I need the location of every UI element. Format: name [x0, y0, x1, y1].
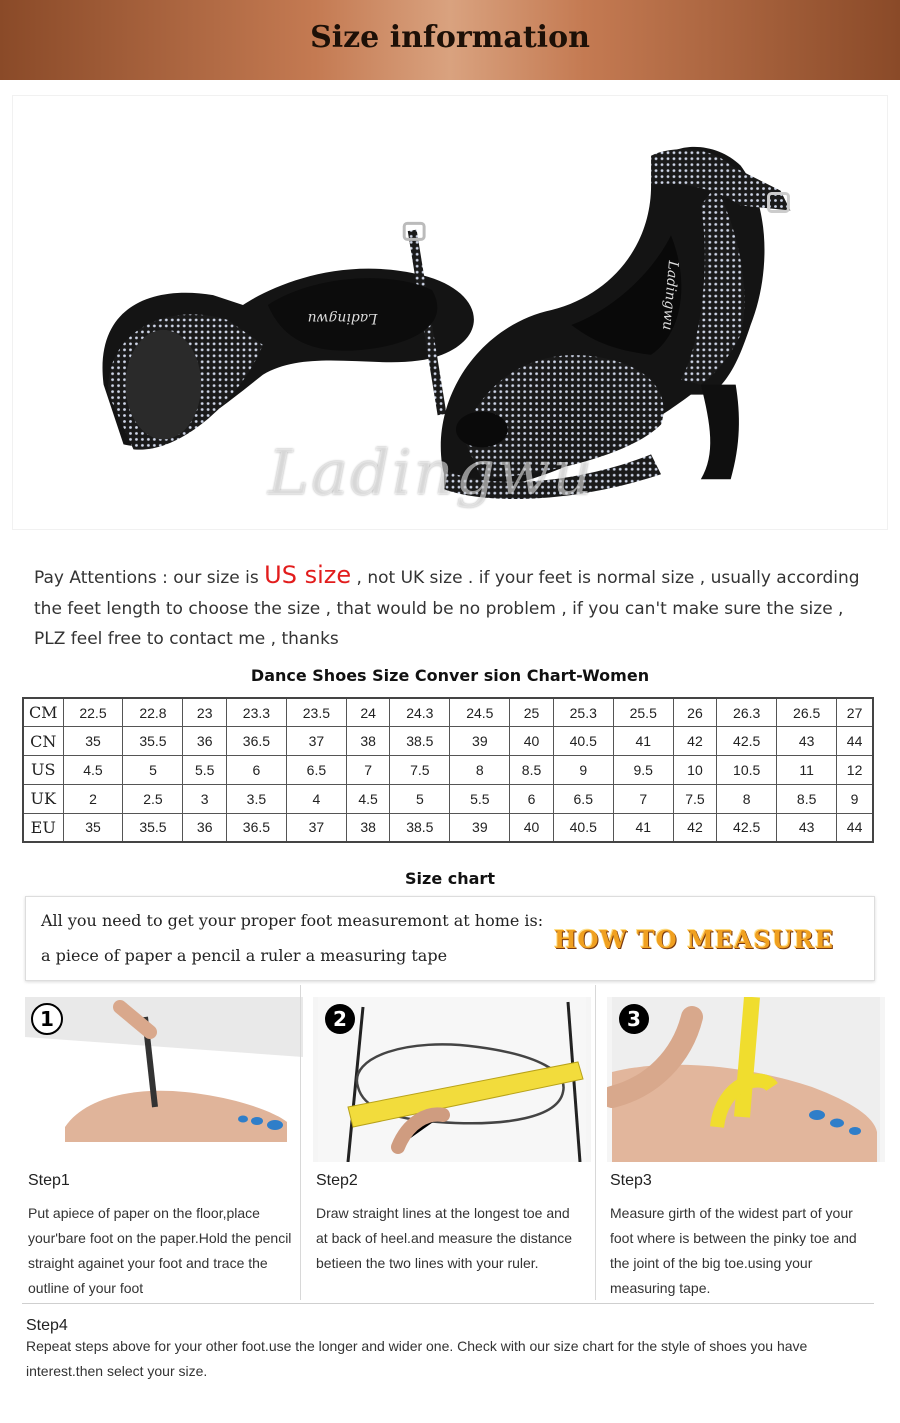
table-cell: 2: [63, 784, 123, 813]
table-cell: 9: [553, 756, 613, 785]
table-cell: 41: [613, 727, 673, 756]
table-cell: 7: [346, 756, 389, 785]
step-3-image: [607, 997, 885, 1162]
table-cell: 40.5: [553, 727, 613, 756]
table-cell: 6: [226, 756, 286, 785]
table-cell: 39: [450, 727, 510, 756]
table-cell: 10: [673, 756, 716, 785]
table-cell: 4.5: [63, 756, 123, 785]
table-cell: 7.5: [673, 784, 716, 813]
size-conversion-table: [22, 697, 874, 843]
attention-line-1: [34, 560, 884, 594]
attention-prefix: Pay Attentions : our size is: [34, 568, 265, 588]
step-2-number: 2: [333, 1007, 347, 1031]
table-cell: 8: [450, 756, 510, 785]
page-title: Size information: [310, 20, 590, 55]
table-cell: 22.8: [123, 698, 183, 727]
table-cell: 36: [183, 813, 226, 842]
table-cell: 2.5: [123, 784, 183, 813]
table-cell: 25.5: [613, 698, 673, 727]
table-cell: 9: [837, 784, 873, 813]
table-cell: 35: [63, 727, 123, 756]
step-3-text: Measure girth of the widest part of your foot where is between the pinky toe and the joint of the big toe.using your measuring tape.: [610, 1205, 857, 1296]
table-cell: 42.5: [717, 727, 777, 756]
row-header: UK: [23, 784, 63, 813]
step-2-text: Draw straight lines at the longest toe and at back of heel.and measure the distance betieen the two lines with your ruler.: [316, 1205, 573, 1271]
tape-girth-icon: [607, 997, 885, 1162]
table-cell: 44: [837, 813, 873, 842]
table-cell: 43: [777, 813, 837, 842]
table-cell: 22.5: [63, 698, 123, 727]
size-chart-label: Size chart: [405, 869, 495, 888]
table-cell: 27: [837, 698, 873, 727]
right-insole-brand: Ladingwu: [658, 260, 681, 331]
table-cell: 37: [286, 727, 346, 756]
step-3-number: 3: [627, 1007, 641, 1031]
table-cell: 3: [183, 784, 226, 813]
table-row: [23, 784, 873, 813]
table-cell: 38.5: [390, 813, 450, 842]
measure-intro-line-1: All you need to get your proper foot measuremont at home is:: [41, 911, 544, 930]
table-cell: 8.5: [510, 756, 553, 785]
table-cell: 4: [286, 784, 346, 813]
us-size-highlight: US size: [264, 561, 352, 589]
row-header: EU: [23, 813, 63, 842]
table-cell: 7.5: [390, 756, 450, 785]
table-cell: 6: [510, 784, 553, 813]
step-divider: [300, 985, 301, 1300]
table-cell: 26.5: [777, 698, 837, 727]
table-cell: 5: [123, 756, 183, 785]
table-cell: 36: [183, 727, 226, 756]
table-cell: 24: [346, 698, 389, 727]
attention-suffix: , not UK size . if your feet is normal size , usually according: [351, 568, 860, 588]
row-header: CM: [23, 698, 63, 727]
table-cell: 42: [673, 727, 716, 756]
table-cell: 5: [390, 784, 450, 813]
step-3-title: Step3: [610, 1172, 652, 1189]
step-1-number: 1: [40, 1007, 54, 1031]
table-cell: 11: [777, 756, 837, 785]
table-cell: 8.5: [777, 784, 837, 813]
brand-watermark: Ladingwu: [268, 436, 595, 509]
table-row: [23, 727, 873, 756]
row-header: US: [23, 756, 63, 785]
left-insole-brand: Ladingwu: [307, 309, 378, 326]
table-cell: 40: [510, 813, 553, 842]
table-cell: 10.5: [717, 756, 777, 785]
table-cell: 9.5: [613, 756, 673, 785]
table-row: [23, 813, 873, 842]
table-cell: 24.3: [390, 698, 450, 727]
ruler-measure-icon: [313, 997, 591, 1162]
table-cell: 42: [673, 813, 716, 842]
step-1-image: [25, 997, 303, 1162]
step-3-card: [607, 997, 885, 1300]
product-photo: [12, 95, 888, 530]
table-cell: 38.5: [390, 727, 450, 756]
foot-tracing-icon: [25, 997, 303, 1162]
step-2-title: Step2: [316, 1172, 358, 1189]
step-divider: [595, 985, 596, 1300]
table-cell: 38: [346, 813, 389, 842]
attention-line-3: PLZ feel free to contact me , thanks: [34, 629, 339, 649]
header-banner: [0, 0, 900, 80]
how-to-measure-heading: HOW TO MEASURE: [554, 925, 834, 954]
step-2-card: [313, 997, 591, 1300]
table-cell: 25.3: [553, 698, 613, 727]
table-cell: 7: [613, 784, 673, 813]
table-cell: 37: [286, 813, 346, 842]
table-cell: 3.5: [226, 784, 286, 813]
table-cell: 36.5: [226, 813, 286, 842]
table-cell: 6.5: [286, 756, 346, 785]
table-cell: 42.5: [717, 813, 777, 842]
table-cell: 6.5: [553, 784, 613, 813]
table-cell: 35: [63, 813, 123, 842]
step-4-title: Step4: [26, 1317, 68, 1334]
table-cell: 35.5: [123, 813, 183, 842]
table-cell: 43: [777, 727, 837, 756]
measure-intro-box: [25, 896, 875, 981]
table-cell: 12: [837, 756, 873, 785]
table-cell: 39: [450, 813, 510, 842]
table-cell: 38: [346, 727, 389, 756]
left-shoe: [103, 223, 474, 449]
table-cell: 26: [673, 698, 716, 727]
table-cell: 40.5: [553, 813, 613, 842]
table-cell: 5.5: [450, 784, 510, 813]
step-1-text: Put apiece of paper on the floor,place your'bare foot on the paper.Hold the pencil straight againet your foot and trace the outline of your foot: [28, 1205, 292, 1296]
table-cell: 8: [717, 784, 777, 813]
table-cell: 44: [837, 727, 873, 756]
table-cell: 41: [613, 813, 673, 842]
table-cell: 4.5: [346, 784, 389, 813]
step-4-text: Repeat steps above for your other foot.use the longer and wider one. Check with our size chart for the style of shoes you have interest.then select your size.: [26, 1338, 808, 1379]
measure-intro-line-2: a piece of paper a pencil a ruler a measuring tape: [41, 946, 448, 965]
table-cell: 25: [510, 698, 553, 727]
row-header: CN: [23, 727, 63, 756]
step-1-card: [25, 997, 303, 1300]
divider: [22, 1303, 874, 1304]
table-row: [23, 698, 873, 727]
table-cell: 5.5: [183, 756, 226, 785]
attention-note: [34, 560, 884, 653]
table-cell: 23: [183, 698, 226, 727]
attention-line-2: the feet length to choose the size , that would be no problem , if you can't make sure the size ,: [34, 599, 844, 619]
table-cell: 40: [510, 727, 553, 756]
table-cell: 36.5: [226, 727, 286, 756]
size-chart-title: Dance Shoes Size Conver sion Chart-Women: [250, 666, 650, 685]
table-cell: 26.3: [717, 698, 777, 727]
table-cell: 35.5: [123, 727, 183, 756]
table-cell: 24.5: [450, 698, 510, 727]
step-1-title: Step1: [28, 1172, 70, 1189]
step-2-image: [313, 997, 591, 1162]
table-row: [23, 756, 873, 785]
table-cell: 23.3: [226, 698, 286, 727]
table-cell: 23.5: [286, 698, 346, 727]
